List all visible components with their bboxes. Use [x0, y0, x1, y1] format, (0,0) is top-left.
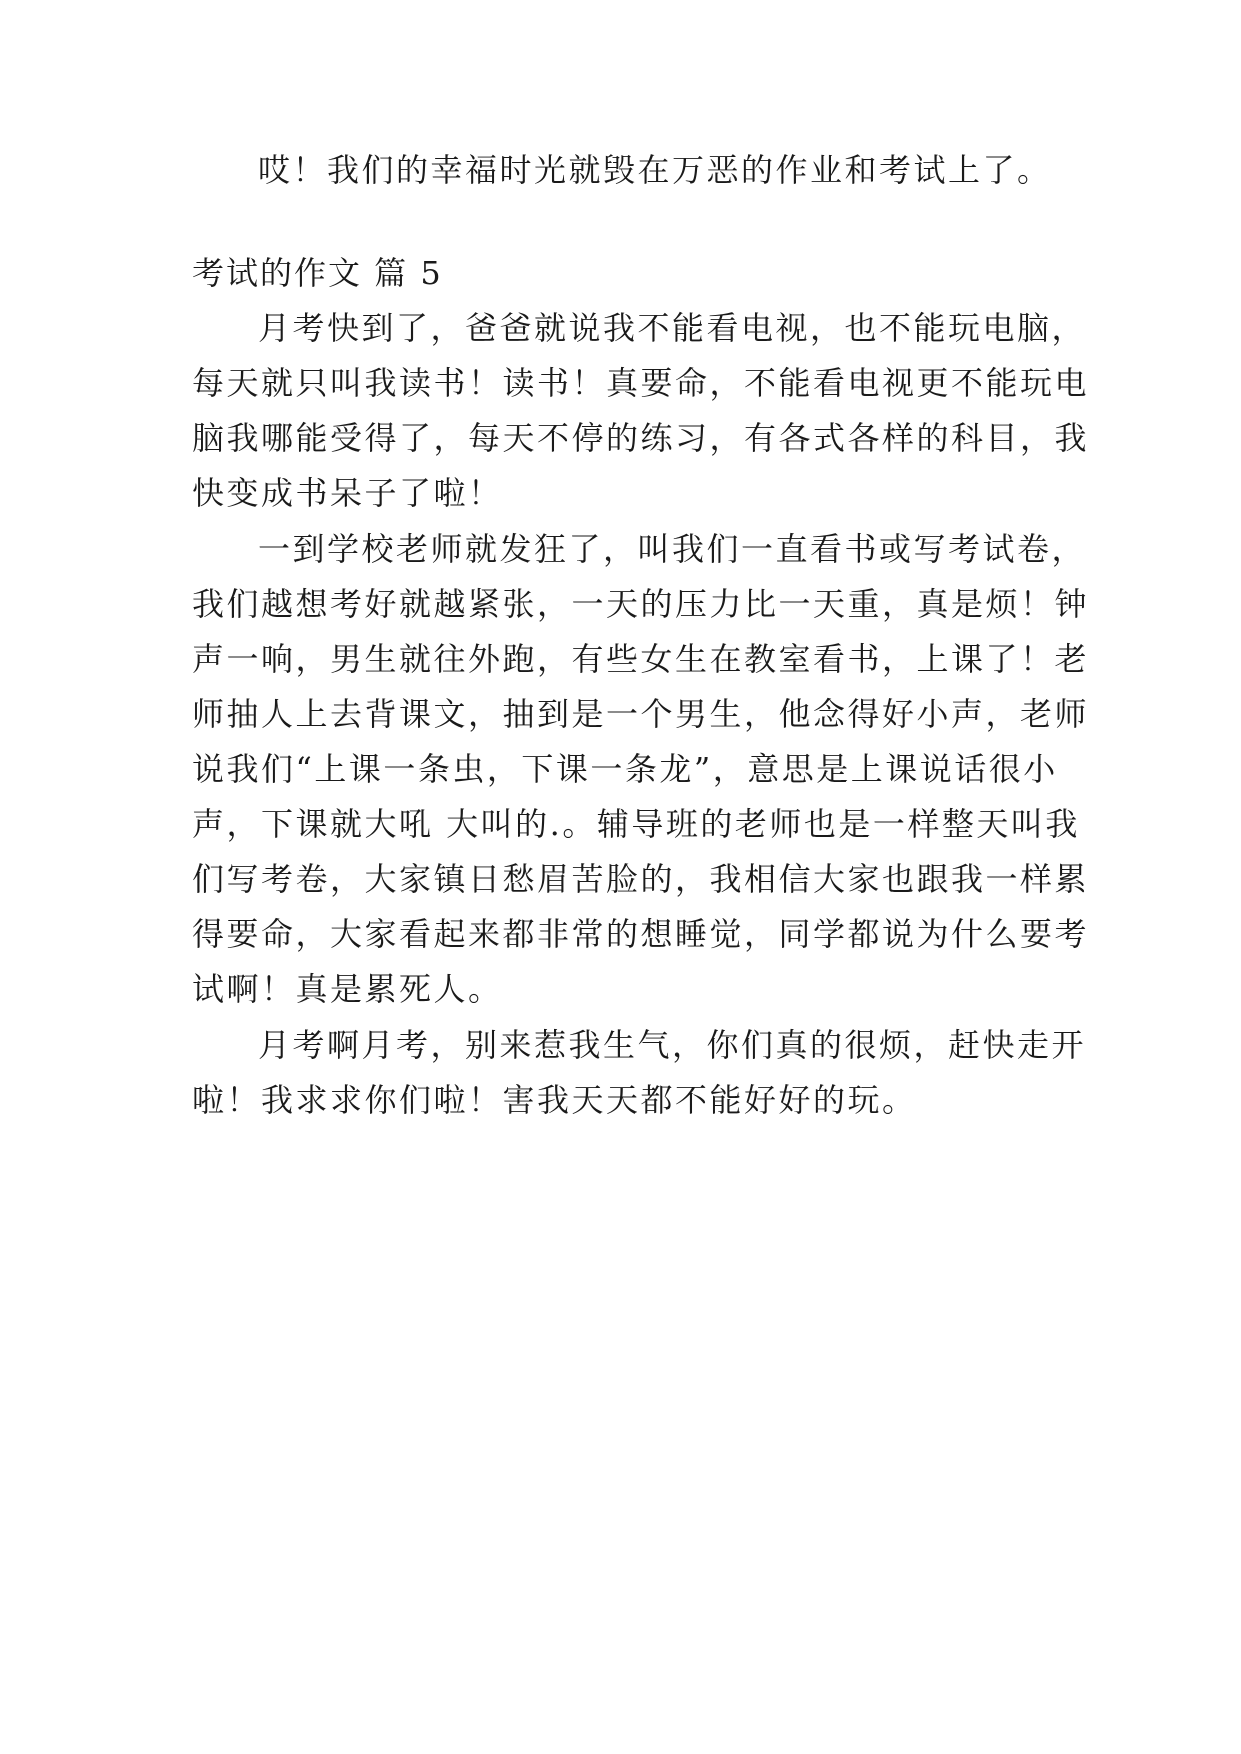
paragraph-line: 说我们“上课一条虫，下课一条龙”，意思是上课说话很小	[192, 750, 1058, 788]
paragraph-line: 脑我哪能受得了，每天不停的练习，有各式各样的科目，我	[192, 419, 1090, 457]
paragraph-line: 声一响，男生就往外跑，有些女生在教室看书，上课了！老	[192, 640, 1090, 678]
essay-heading: 考试的作文 篇 5	[192, 254, 443, 292]
paragraph-line: 师抽人上去背课文，抽到是一个男生，他念得好小声，老师	[192, 695, 1090, 733]
paragraph-line: 们写考卷，大家镇日愁眉苦脸的，我相信大家也跟我一样累	[192, 860, 1090, 898]
paragraph-line: 我们越想考好就越紧张，一天的压力比一天重，真是烦！钟	[192, 585, 1090, 623]
paragraph-line: 试啊！真是累死人。	[192, 970, 503, 1008]
paragraph-line: 月考快到了，爸爸就说我不能看电视，也不能玩电脑，	[258, 309, 1087, 347]
intro-line: 哎！我们的幸福时光就毁在万恶的作业和考试上了。	[258, 151, 1052, 189]
paragraph-line: 快变成书呆子了啦！	[192, 474, 503, 512]
paragraph-line: 啦！我求求你们啦！害我天天都不能好好的玩。	[192, 1081, 917, 1119]
paragraph-line: 月考啊月考，别来惹我生气，你们真的很烦，赶快走开	[258, 1026, 1087, 1064]
paragraph-line: 声，下课就大吼 大叫的.。辅导班的老师也是一样整天叫我	[192, 805, 1080, 843]
paragraph-line: 一到学校老师就发狂了，叫我们一直看书或写考试卷，	[258, 530, 1087, 568]
paragraph-line: 得要命，大家看起来都非常的想睡觉，同学都说为什么要考	[192, 915, 1090, 953]
paragraph-line: 每天就只叫我读书！读书！真要命，不能看电视更不能玩电	[192, 364, 1090, 402]
